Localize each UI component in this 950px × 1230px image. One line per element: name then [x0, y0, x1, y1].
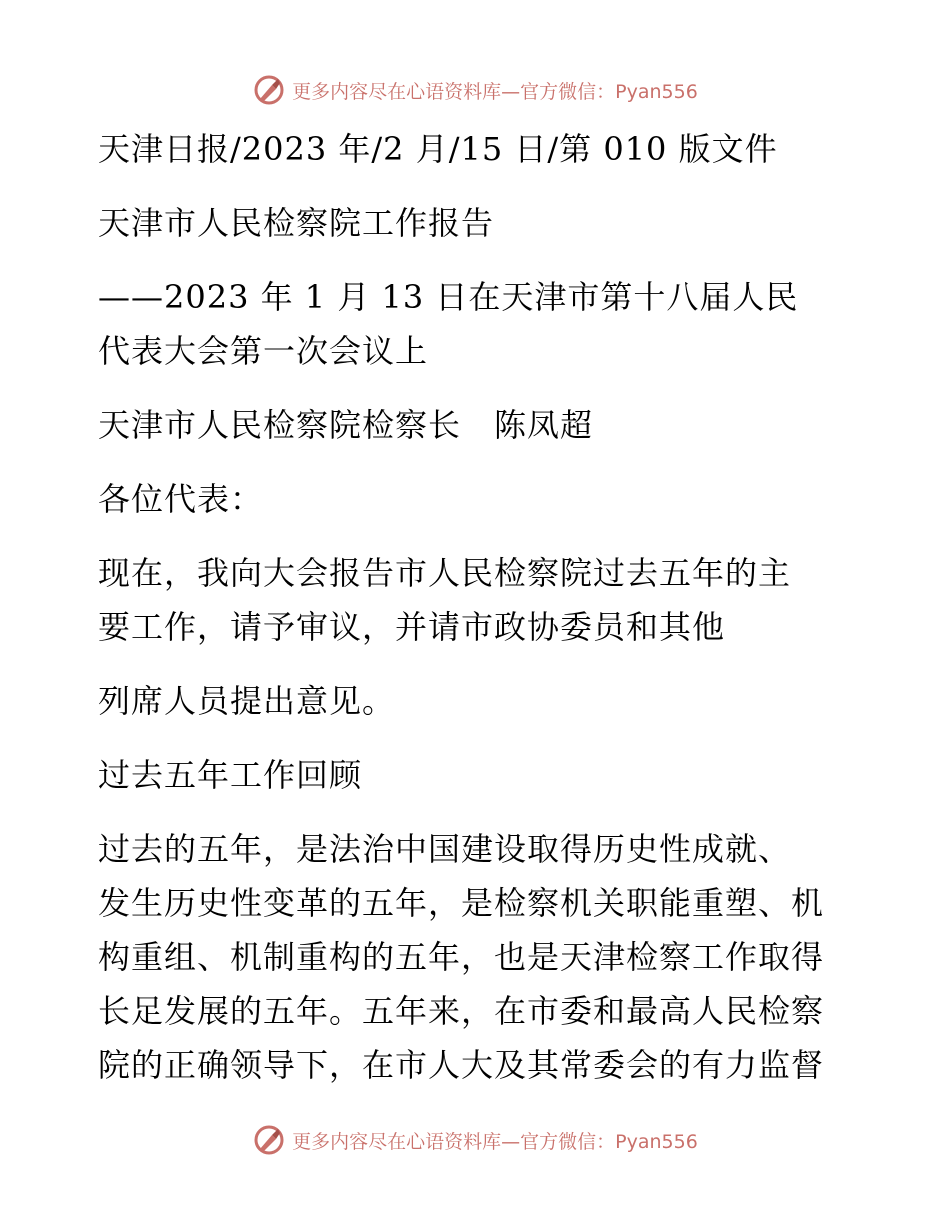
footer-banner-inner: [252, 1123, 698, 1157]
section-heading: 过去五年工作回顾: [98, 756, 363, 794]
report-author: 天津市人民检察院检察长 陈凤超: [98, 406, 594, 444]
pen-logo-icon: [252, 73, 286, 107]
pen-logo-icon: [252, 1123, 286, 1157]
paragraph-line-3: 构重组、机制重构的五年，也是天津检察工作取得: [98, 938, 825, 976]
intro-line-2: 要工作，请予审议，并请市政协委员和其他: [98, 608, 726, 646]
source-line: 天津日报/2023 年/2 月/15 日/第 010 版文件: [98, 130, 778, 168]
footer-banner: [0, 1118, 950, 1162]
paragraph-line-5: 院的正确领导下，在市人大及其常委会的有力监督: [98, 1046, 825, 1084]
intro-line-3: 列席人员提出意见。: [98, 682, 396, 720]
intro-line-1: 现在，我向大会报告市人民检察院过去五年的主: [98, 554, 792, 592]
report-subtitle-line-1: ——2023 年 1 月 13 日在天津市第十八届人民: [98, 278, 799, 316]
paragraph-line-2: 发生历史性变革的五年，是检察机关职能重塑、机: [98, 884, 825, 922]
footer-banner-text: 更多内容尽在心语资料库—官方微信：Pyan556: [292, 1130, 698, 1153]
header-banner: [0, 68, 950, 112]
salutation: 各位代表：: [98, 480, 264, 518]
header-banner-text: 更多内容尽在心语资料库—官方微信：Pyan556: [292, 80, 698, 103]
paragraph-line-4: 长足发展的五年。五年来，在市委和最高人民检察: [98, 992, 825, 1030]
report-title: 天津市人民检察院工作报告: [98, 204, 495, 242]
header-banner-inner: [252, 73, 698, 107]
document-body: [98, 122, 858, 1092]
report-subtitle-line-2: 代表大会第一次会议上: [98, 332, 429, 370]
paragraph-line-1: 过去的五年，是法治中国建设取得历史性成就、: [98, 830, 792, 868]
